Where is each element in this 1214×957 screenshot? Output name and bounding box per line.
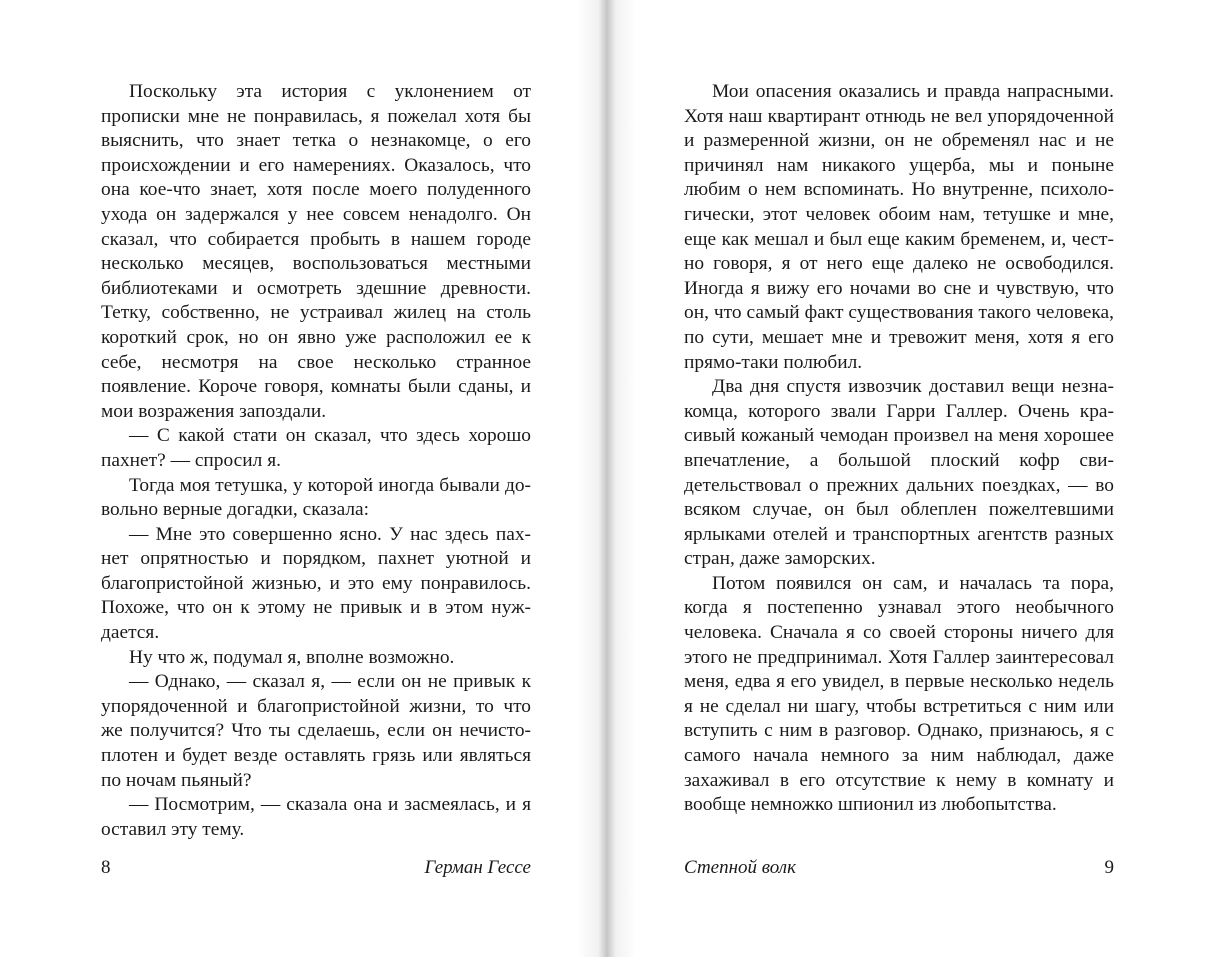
paragraph: — Однако, — сказал я, — если он не привык к упорядоченной и благопристойной жизни, то что же получится? Что ты сделаешь, если он нечистоплотен и будет везде оставлять грязь или являться по ночам пьяный? bbox=[101, 671, 531, 791]
paragraph: — Посмотрим, — сказала она и засмеялась, и я оставил эту тему. bbox=[101, 794, 531, 840]
paragraph: — С какой стати он сказал, что здесь хорошо пахнет? — спросил я. bbox=[101, 425, 531, 471]
paragraph: Тогда моя тетушка, у которой иногда бывали довольно верные догадки, сказала: bbox=[101, 474, 531, 521]
book-gutter-shadow bbox=[578, 0, 636, 957]
paragraph: — Мне это совершенно ясно. У нас здесь пахнет опрятностью и порядком, пахнет уютной и благопристойной жизнью, и это ему понравилось. Похоже, что он к этому не привык и в этом нуждается. bbox=[101, 523, 531, 644]
left-page-number: 8 bbox=[101, 857, 111, 878]
left-page-text bbox=[101, 80, 531, 842]
right-page-text bbox=[684, 80, 1114, 818]
paragraph: Два дня спустя извозчик доставил вещи незнакомца, которого звали Гарри Галлер. Очень красивый кожаный чемодан произвел на меня хорошее впечатление, а большой плоский кофр свидетельствовал о прежних дальних поездках, — во всяком случае, он был облеплен пожелтевшими ярлыками отелей и транспортных агентств разных стран, даже заморских. bbox=[684, 376, 1114, 570]
left-running-title: Герман Гессе bbox=[424, 857, 531, 878]
paragraph: Поскольку эта история с уклонением от прописки мне не понравилась, я пожелал хотя бы выяснить, что знает тетка о незнакомце, о его происхождении и его намерениях. Оказалось, что она кое-что знает, хотя после моего полуденного ухода он задержался у нее совсем ненадолго. Он сказал, что собирается пробыть в нашем городе несколько месяцев, воспользоваться местными библиотеками и осмотреть здешние древности. Тетку, собственно, не устраивал жилец на столь короткий срок, но он явно уже расположил ее к себе, несмотря на свое несколько странное появление. Короче говоря, комнаты были сданы, и мои возражения запоздали. bbox=[101, 81, 531, 422]
paragraph: Ну что ж, подумал я, вполне возможно. bbox=[129, 646, 455, 668]
right-page-number: 9 bbox=[1104, 857, 1114, 878]
right-running-title: Степной волк bbox=[684, 857, 796, 878]
left-page bbox=[101, 80, 531, 842]
paragraph: Потом появился он сам, и началась та пора, когда я постепенно узнавал этого необычного человека. Сначала я со своей стороны ничего для этого не предпринимал. Хотя Галлер заинтересовал меня, едва я его увидел, в первые несколько недель я не сделал ни шагу, чтобы встретиться с ним или вступить с ним в разговор. Однако, признаюсь, я с самого начала немного за ним наблюдал, даже захаживал в его отсутствие к нему в комнату и вообще немножко шпионил из любопытства. bbox=[684, 572, 1114, 816]
paragraph: Мои опасения оказались и правда напрасными. Хотя наш квартирант отнюдь не вел упорядоченной и размеренной жизни, он не обременял нас и не причинял нам никакого ущерба, мы и поныне любим о нем вспоминать. Но внутренне, психологически, этот человек обоим нам, тетушке и мне, еще как мешал и был еще каким бременем, и, честно говоря, я от него еще далеко не освободился. Иногда я вижу его ночами во сне и чувствую, что он, что самый факт существования такого человека, по сути, мешает мне и тревожит меня, хотя я его прямо-таки полюбил. bbox=[684, 81, 1114, 373]
right-page bbox=[684, 80, 1114, 818]
